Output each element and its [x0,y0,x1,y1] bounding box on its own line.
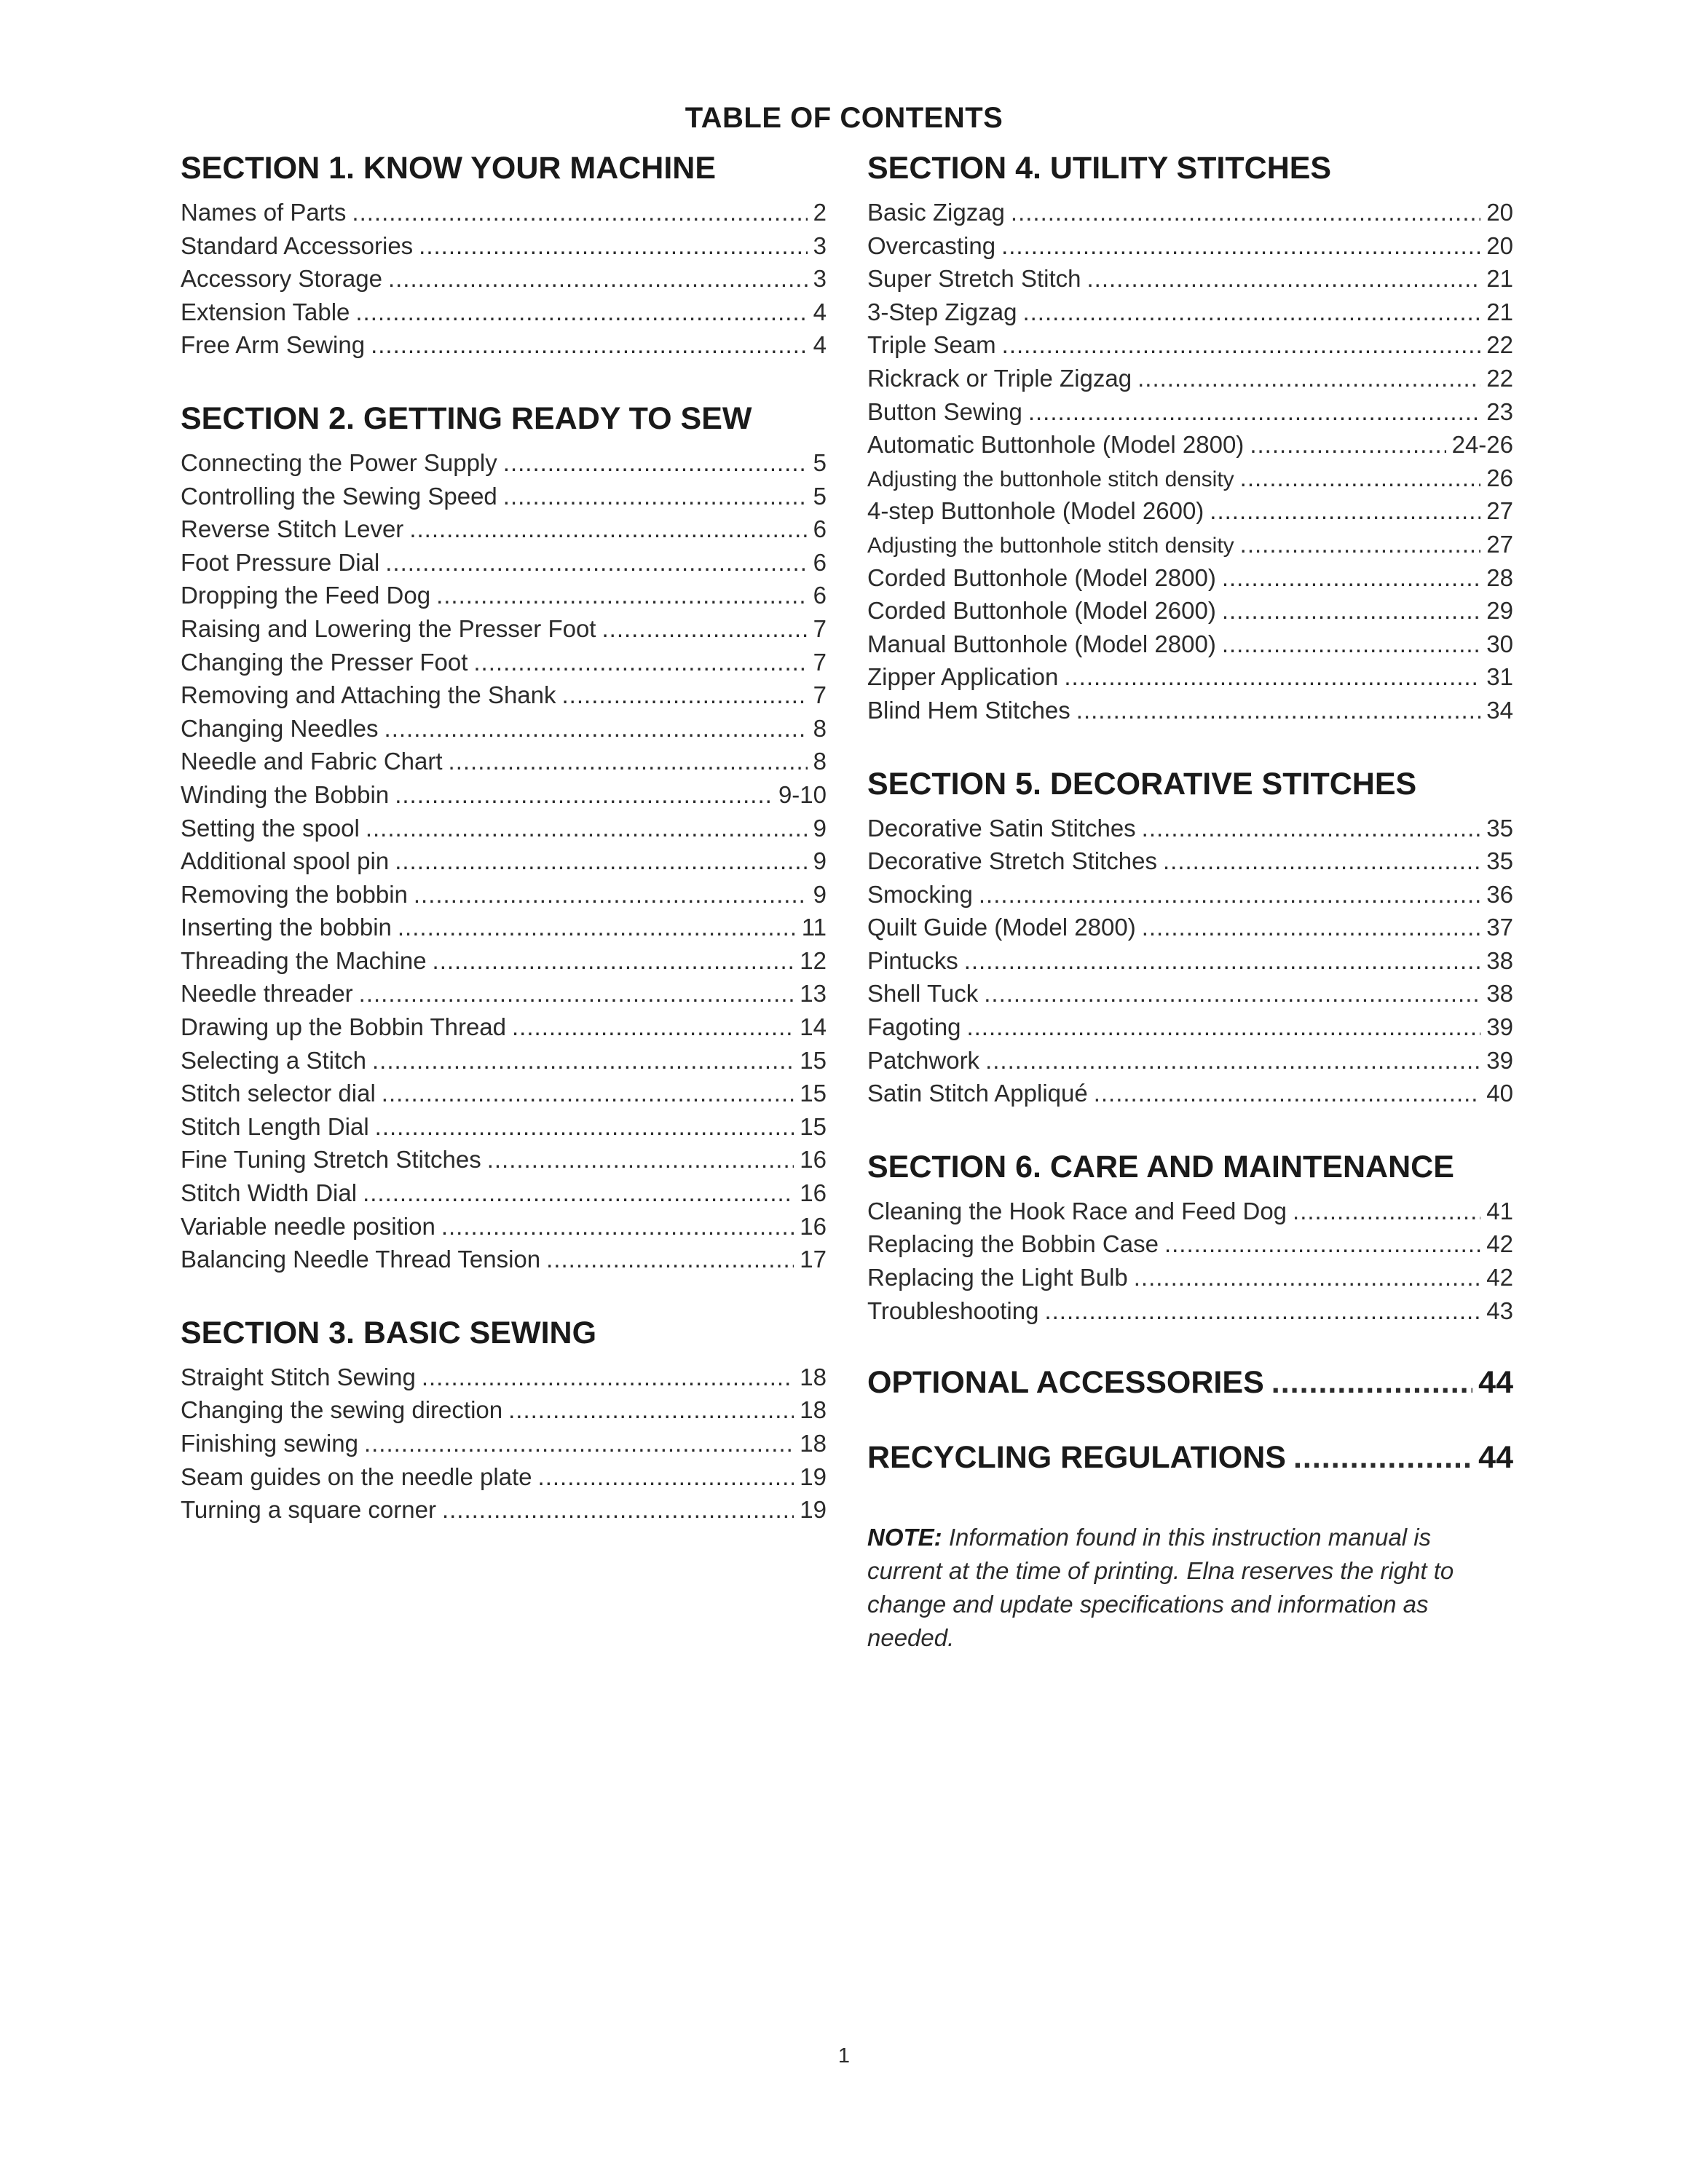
section-heading: SECTION 1. KNOW YOUR MACHINE [181,151,717,186]
toc-entry-label: Variable needle position [181,1212,435,1240]
leader-dots [1044,1294,1480,1328]
leader-dots [436,579,808,612]
toc-entry[interactable] [181,612,827,646]
toc-entry[interactable] [181,1393,827,1427]
toc-entry-label: Cleaning the Hook Race and Feed Dog [867,1197,1287,1224]
leader-dots [487,1143,794,1176]
toc-list [181,446,827,1276]
leader-dots [1240,528,1481,561]
toc-entry[interactable] [867,262,1513,296]
toc-entry[interactable] [867,1195,1513,1228]
toc-entry[interactable] [181,229,827,263]
toc-entry[interactable] [867,395,1513,429]
leader-dots [1163,844,1480,878]
toc-entry[interactable] [181,778,827,812]
toc-entry[interactable] [867,462,1513,495]
leader-dots [441,1210,794,1243]
leader-dots [1086,262,1480,296]
toc-entry[interactable] [867,1010,1513,1044]
toc-entry[interactable] [867,1044,1513,1077]
toc-entry[interactable] [867,528,1513,561]
leader-dots [1137,362,1480,395]
leader-dots [1001,229,1480,263]
leader-dots [979,878,1480,911]
leader-dots [985,1044,1480,1077]
toc-entry[interactable] [867,1227,1513,1261]
toc-entry-label: 4-step Buttonhole (Model 2600) [867,497,1204,525]
toc-entry[interactable] [181,1361,827,1394]
toc-entry-label: Names of Parts [181,199,347,226]
toc-entry-page: 19 [800,1496,827,1524]
toc-entry[interactable] [181,1110,827,1144]
toc-entry-page: 9 [813,814,827,842]
toc-entry[interactable] [181,1077,827,1110]
toc-entry-page: 22 [1486,364,1513,392]
toc-entry[interactable] [181,328,827,362]
toc-entry-page: 42 [1486,1230,1513,1258]
toc-entry-page: 4 [813,298,827,325]
leader-dots [538,1460,794,1494]
toc-entry-label: Dropping the Feed Dog [181,582,431,609]
toc-entry-label: Decorative Satin Stitches [867,814,1136,842]
toc-entry-page: 6 [813,582,827,609]
leader-dots [442,1493,794,1527]
note-paragraph [867,1521,1508,1655]
toc-entry[interactable] [867,911,1513,944]
toc-entry[interactable] [181,513,827,546]
toc-entry-label: Adjusting the buttonhole stitch density [867,467,1234,491]
toc-entry-label: Manual Buttonhole (Model 2800) [867,630,1216,657]
toc-entry-label: Free Arm Sewing [181,331,366,359]
toc-entry-page: 4 [813,331,827,359]
toc-entry-page: 9-10 [778,780,827,808]
leader-dots [433,944,794,978]
leader-dots [355,296,807,329]
recycling-regulations-entry[interactable] [867,1440,1513,1476]
toc-entry-label: Super Stretch Stitch [867,265,1081,293]
optional-accessories-entry[interactable] [867,1365,1513,1401]
toc-entry-label: Reverse Stitch Lever [181,515,404,543]
leader-dots [508,1393,794,1427]
toc-entry-label: Stitch selector dial [181,1080,376,1107]
leader-dots [375,1110,794,1144]
toc-entry-label: Blind Hem Stitches [867,696,1070,724]
toc-entry[interactable] [867,1294,1513,1328]
toc-entry-label: Patchwork [867,1046,980,1074]
leader-dots [546,1243,794,1276]
toc-entry[interactable] [181,480,827,513]
toc-entry-page: 20 [1486,232,1513,259]
leader-dots [449,745,808,778]
toc-entry-label: Corded Buttonhole (Model 2600) [867,597,1216,625]
leader-dots [1094,1077,1481,1110]
toc-entry[interactable] [181,911,827,944]
toc-entry-page: 12 [800,946,827,974]
section-heading: SECTION 5. DECORATIVE STITCHES [867,766,1417,802]
toc-entry-page: 20 [1486,199,1513,226]
toc-entry-label: Fine Tuning Stretch Stitches [181,1146,481,1174]
toc-entry[interactable] [867,196,1513,229]
toc-entry-label: Basic Zigzag [867,199,1005,226]
leader-dots [1134,1261,1481,1294]
toc-entry-page: 8 [813,748,827,775]
leader-dots [388,262,808,296]
toc-entry-label: Turning a square corner [181,1496,436,1524]
toc-right-column [867,149,1513,1655]
toc-entry-label: Replacing the Light Bulb [867,1264,1128,1291]
toc-section [181,1314,827,1527]
optional-accessories-page: 44 [1478,1365,1513,1401]
toc-entry-page: 15 [800,1112,827,1140]
toc-entry-label: Selecting a Stitch [181,1046,366,1074]
toc-entry-page: 15 [800,1046,827,1074]
toc-entry-page: 7 [813,614,827,642]
page-title: TABLE OF CONTENTS [685,102,1003,134]
toc-entry[interactable] [867,362,1513,395]
page-number: 1 [837,2044,851,2068]
toc-entry[interactable] [181,1143,827,1176]
toc-entry-label: Balancing Needle Thread Tension [181,1246,541,1273]
toc-entry-label: Stitch Width Dial [181,1179,358,1207]
leader-dots [1142,812,1481,845]
toc-entry-label: Needle threader [181,980,353,1008]
toc-entry-label: Drawing up the Bobbin Thread [181,1013,507,1041]
toc-entry-page: 34 [1486,696,1513,724]
leader-dots [419,229,807,263]
toc-entry-page: 39 [1486,1013,1513,1041]
leader-dots [1222,628,1480,661]
leader-dots [384,712,808,745]
toc-entry-page: 21 [1486,265,1513,293]
toc-section [181,400,827,1276]
toc-entry-label: Additional spool pin [181,847,390,875]
toc-entry[interactable] [181,1176,827,1210]
toc-list [867,812,1513,1110]
toc-entry-label: Pintucks [867,946,958,974]
leader-dots [1222,561,1480,595]
toc-entry[interactable] [181,1243,827,1276]
toc-entry-label: Button Sewing [867,397,1022,425]
toc-entry-page: 3 [813,232,827,259]
toc-entry-label: Finishing sewing [181,1430,358,1457]
note-text: Information found in this instruction manual is current at the time of printing. Elna reserves the right to change and update specifications and information as needed. [867,1524,1454,1652]
leader-dots [395,778,773,812]
recycling-regulations-page: 44 [1478,1440,1513,1476]
leader-dots [503,480,808,513]
leader-dots [1022,296,1480,329]
toc-entry[interactable] [181,262,827,296]
toc-entry-page: 42 [1486,1264,1513,1291]
toc-left-column [181,149,827,1564]
leader-dots [1002,328,1481,362]
toc-entry-label: Needle and Fabric Chart [181,748,443,775]
toc-entry-label: Shell Tuck [867,980,979,1008]
leader-dots [359,977,794,1010]
section-heading: SECTION 2. GETTING READY TO SEW [181,400,752,436]
toc-entry-page: 21 [1486,298,1513,325]
leader-dots [964,944,1481,978]
toc-entry[interactable] [181,196,827,229]
toc-entry[interactable] [181,579,827,612]
toc-entry-page: 30 [1486,630,1513,657]
toc-entry[interactable] [181,1044,827,1077]
toc-entry-page: 16 [800,1146,827,1174]
note-lead: NOTE: [867,1524,942,1551]
toc-entry-page: 38 [1486,946,1513,974]
toc-entry[interactable] [181,878,827,911]
toc-section [867,765,1513,1110]
leader-dots [1011,196,1480,229]
toc-entry-page: 6 [813,548,827,576]
leader-dots [414,878,808,911]
toc-entry[interactable] [181,546,827,579]
toc-list [867,196,1513,727]
toc-entry-page: 18 [800,1363,827,1390]
toc-entry-label: Satin Stitch Appliqué [867,1080,1088,1107]
toc-entry-label: Corded Buttonhole (Model 2800) [867,563,1216,591]
toc-entry-label: Zipper Application [867,663,1059,691]
toc-entry[interactable] [181,745,827,778]
toc-entry[interactable] [181,646,827,679]
leader-dots [1293,1195,1480,1228]
recycling-regulations-label: RECYCLING REGULATIONS [867,1440,1286,1476]
leader-dots [363,1176,794,1210]
toc-entry[interactable] [867,594,1513,628]
section-heading: SECTION 4. UTILITY STITCHES [867,151,1332,186]
toc-entry-label: Changing the sewing direction [181,1396,503,1424]
leader-dots [398,911,796,944]
toc-entry-label: Accessory Storage [181,265,382,293]
toc-entry[interactable] [867,628,1513,661]
toc-entry-label: Adjusting the buttonhole stitch density [867,533,1234,558]
toc-entry-label: Removing the bobbin [181,880,408,908]
toc-entry[interactable] [867,494,1513,528]
toc-entry-page: 8 [813,714,827,742]
leader-dots [372,1044,794,1077]
toc-entry[interactable] [181,1210,827,1243]
toc-entry-page: 16 [800,1179,827,1207]
toc-entry[interactable] [867,561,1513,595]
toc-entry-label: Standard Accessories [181,232,414,259]
toc-entry-page: 27 [1486,530,1513,558]
toc-entry-page: 40 [1486,1080,1513,1107]
toc-entry[interactable] [181,712,827,745]
leader-dots [1142,911,1481,944]
toc-entry-label: Connecting the Power Supply [181,448,497,476]
toc-entry-label: Rickrack or Triple Zigzag [867,364,1132,392]
toc-entry[interactable] [181,678,827,712]
optional-accessories-label: OPTIONAL ACCESSORIES [867,1365,1264,1401]
toc-entry-label: Quilt Guide (Model 2800) [867,914,1136,941]
toc-entry-label: Removing and Attaching the Shank [181,681,556,709]
leader-dots [1076,694,1481,727]
leader-dots [984,977,1480,1010]
leader-dots [422,1361,794,1394]
toc-entry-label: 3-Step Zigzag [867,298,1017,325]
toc-entry-label: Setting the spool [181,814,360,842]
leader-dots [1164,1227,1480,1261]
toc-entry[interactable] [181,446,827,480]
leader-dots [364,1427,794,1460]
leader-dots [409,513,807,546]
toc-list [181,196,827,362]
toc-entry-page: 37 [1486,914,1513,941]
toc-entry-page: 43 [1486,1297,1513,1324]
toc-list [181,1361,827,1527]
toc-entry[interactable] [181,1460,827,1494]
toc-entry[interactable] [867,812,1513,845]
leader-dots [1064,660,1480,694]
toc-entry-label: Raising and Lowering the Presser Foot [181,614,596,642]
toc-section [181,149,827,362]
section-heading: SECTION 6. CARE AND MAINTENANCE [867,1149,1454,1184]
toc-entry-label: Overcasting [867,232,996,259]
toc-list [867,1195,1513,1327]
toc-entry-page: 18 [800,1430,827,1457]
toc-entry-page: 18 [800,1396,827,1424]
leader-dots [382,1077,794,1110]
toc-entry-label: Threading the Machine [181,946,427,974]
leader-dots [1028,395,1480,429]
toc-entry-page: 7 [813,681,827,709]
leader-dots [562,678,808,712]
toc-entry-page: 26 [1486,464,1513,491]
toc-entry-page: 17 [800,1246,827,1273]
leader-dots [352,196,807,229]
toc-entry[interactable] [181,1493,827,1527]
toc-entry-page: 5 [813,482,827,510]
toc-entry-page: 2 [813,199,827,226]
toc-entry[interactable] [867,428,1513,462]
leader-dots [371,328,808,362]
toc-entry-page: 23 [1486,397,1513,425]
leader-dots [1250,428,1446,462]
leader-dots [395,844,807,878]
section-heading: SECTION 3. BASIC SEWING [181,1315,597,1350]
leader-dots [1222,594,1480,628]
toc-entry-label: Inserting the bobbin [181,914,392,941]
toc-entry-label: Controlling the Sewing Speed [181,482,497,510]
toc-section [867,1148,1513,1327]
toc-entry[interactable] [867,1261,1513,1294]
toc-section [867,149,1513,727]
leader-dots [966,1010,1480,1044]
leader-dots [366,812,808,845]
toc-entry-page: 3 [813,265,827,293]
toc-entry[interactable] [867,1077,1513,1110]
toc-entry-page: 35 [1486,814,1513,842]
toc-entry-page: 24-26 [1451,431,1513,459]
toc-entry-page: 11 [801,914,827,941]
leader-dots [473,646,807,679]
toc-entry-label: Automatic Buttonhole (Model 2800) [867,431,1245,459]
toc-entry[interactable] [867,328,1513,362]
toc-entry-page: 16 [800,1212,827,1240]
toc-entry-page: 13 [800,980,827,1008]
toc-entry-page: 22 [1486,331,1513,359]
toc-entry-label: Smocking [867,880,973,908]
toc-entry-page: 15 [800,1080,827,1107]
toc-entry-label: Winding the Bobbin [181,780,390,808]
toc-entry-label: Foot Pressure Dial [181,548,380,576]
toc-entry-label: Triple Seam [867,331,996,359]
toc-entry[interactable] [181,1010,827,1044]
toc-entry[interactable] [867,229,1513,263]
toc-entry[interactable] [867,844,1513,878]
toc-entry-label: Changing the Presser Foot [181,648,468,676]
toc-entry-page: 9 [813,880,827,908]
toc-entry[interactable] [181,812,827,845]
toc-entry-page: 27 [1486,497,1513,525]
toc-entry-label: Seam guides on the needle plate [181,1463,532,1490]
leader-dots [512,1010,794,1044]
toc-entry-page: 7 [813,648,827,676]
toc-entry[interactable] [867,977,1513,1010]
toc-entry-label: Replacing the Bobbin Case [867,1230,1159,1258]
toc-entry[interactable] [867,694,1513,727]
leader-dots [602,612,807,646]
toc-entry-page: 29 [1486,597,1513,625]
toc-entry-page: 14 [800,1013,827,1041]
toc-entry-label: Straight Stitch Sewing [181,1363,416,1390]
toc-entry-label: Decorative Stretch Stitches [867,847,1157,875]
toc-entry-page: 39 [1486,1046,1513,1074]
leader-dots [1210,494,1480,528]
toc-entry-label: Extension Table [181,298,350,325]
leader-dots [1293,1440,1472,1476]
toc-entry[interactable] [181,977,827,1010]
toc-entry[interactable] [867,296,1513,329]
toc-entry-page: 38 [1486,980,1513,1008]
toc-entry-page: 31 [1486,663,1513,691]
toc-entry[interactable] [181,1427,827,1460]
leader-dots [1240,462,1481,495]
toc-entry[interactable] [181,296,827,329]
toc-entry[interactable] [867,944,1513,978]
leader-dots [503,446,808,480]
toc-entry-page: 9 [813,847,827,875]
toc-entry[interactable] [181,844,827,878]
toc-entry-page: 35 [1486,847,1513,875]
toc-entry[interactable] [867,878,1513,911]
toc-entry-label: Fagoting [867,1013,961,1041]
toc-entry[interactable] [867,660,1513,694]
toc-entry-label: Changing Needles [181,714,379,742]
toc-entry[interactable] [181,944,827,978]
leader-dots [1271,1365,1472,1401]
toc-entry-page: 6 [813,515,827,543]
toc-entry-page: 5 [813,448,827,476]
toc-entry-label: Troubleshooting [867,1297,1039,1324]
toc-entry-page: 28 [1486,563,1513,591]
toc-entry-page: 36 [1486,880,1513,908]
leader-dots [385,546,807,579]
toc-entry-page: 41 [1486,1197,1513,1224]
toc-entry-label: Stitch Length Dial [181,1112,369,1140]
toc-entry-page: 19 [800,1463,827,1490]
